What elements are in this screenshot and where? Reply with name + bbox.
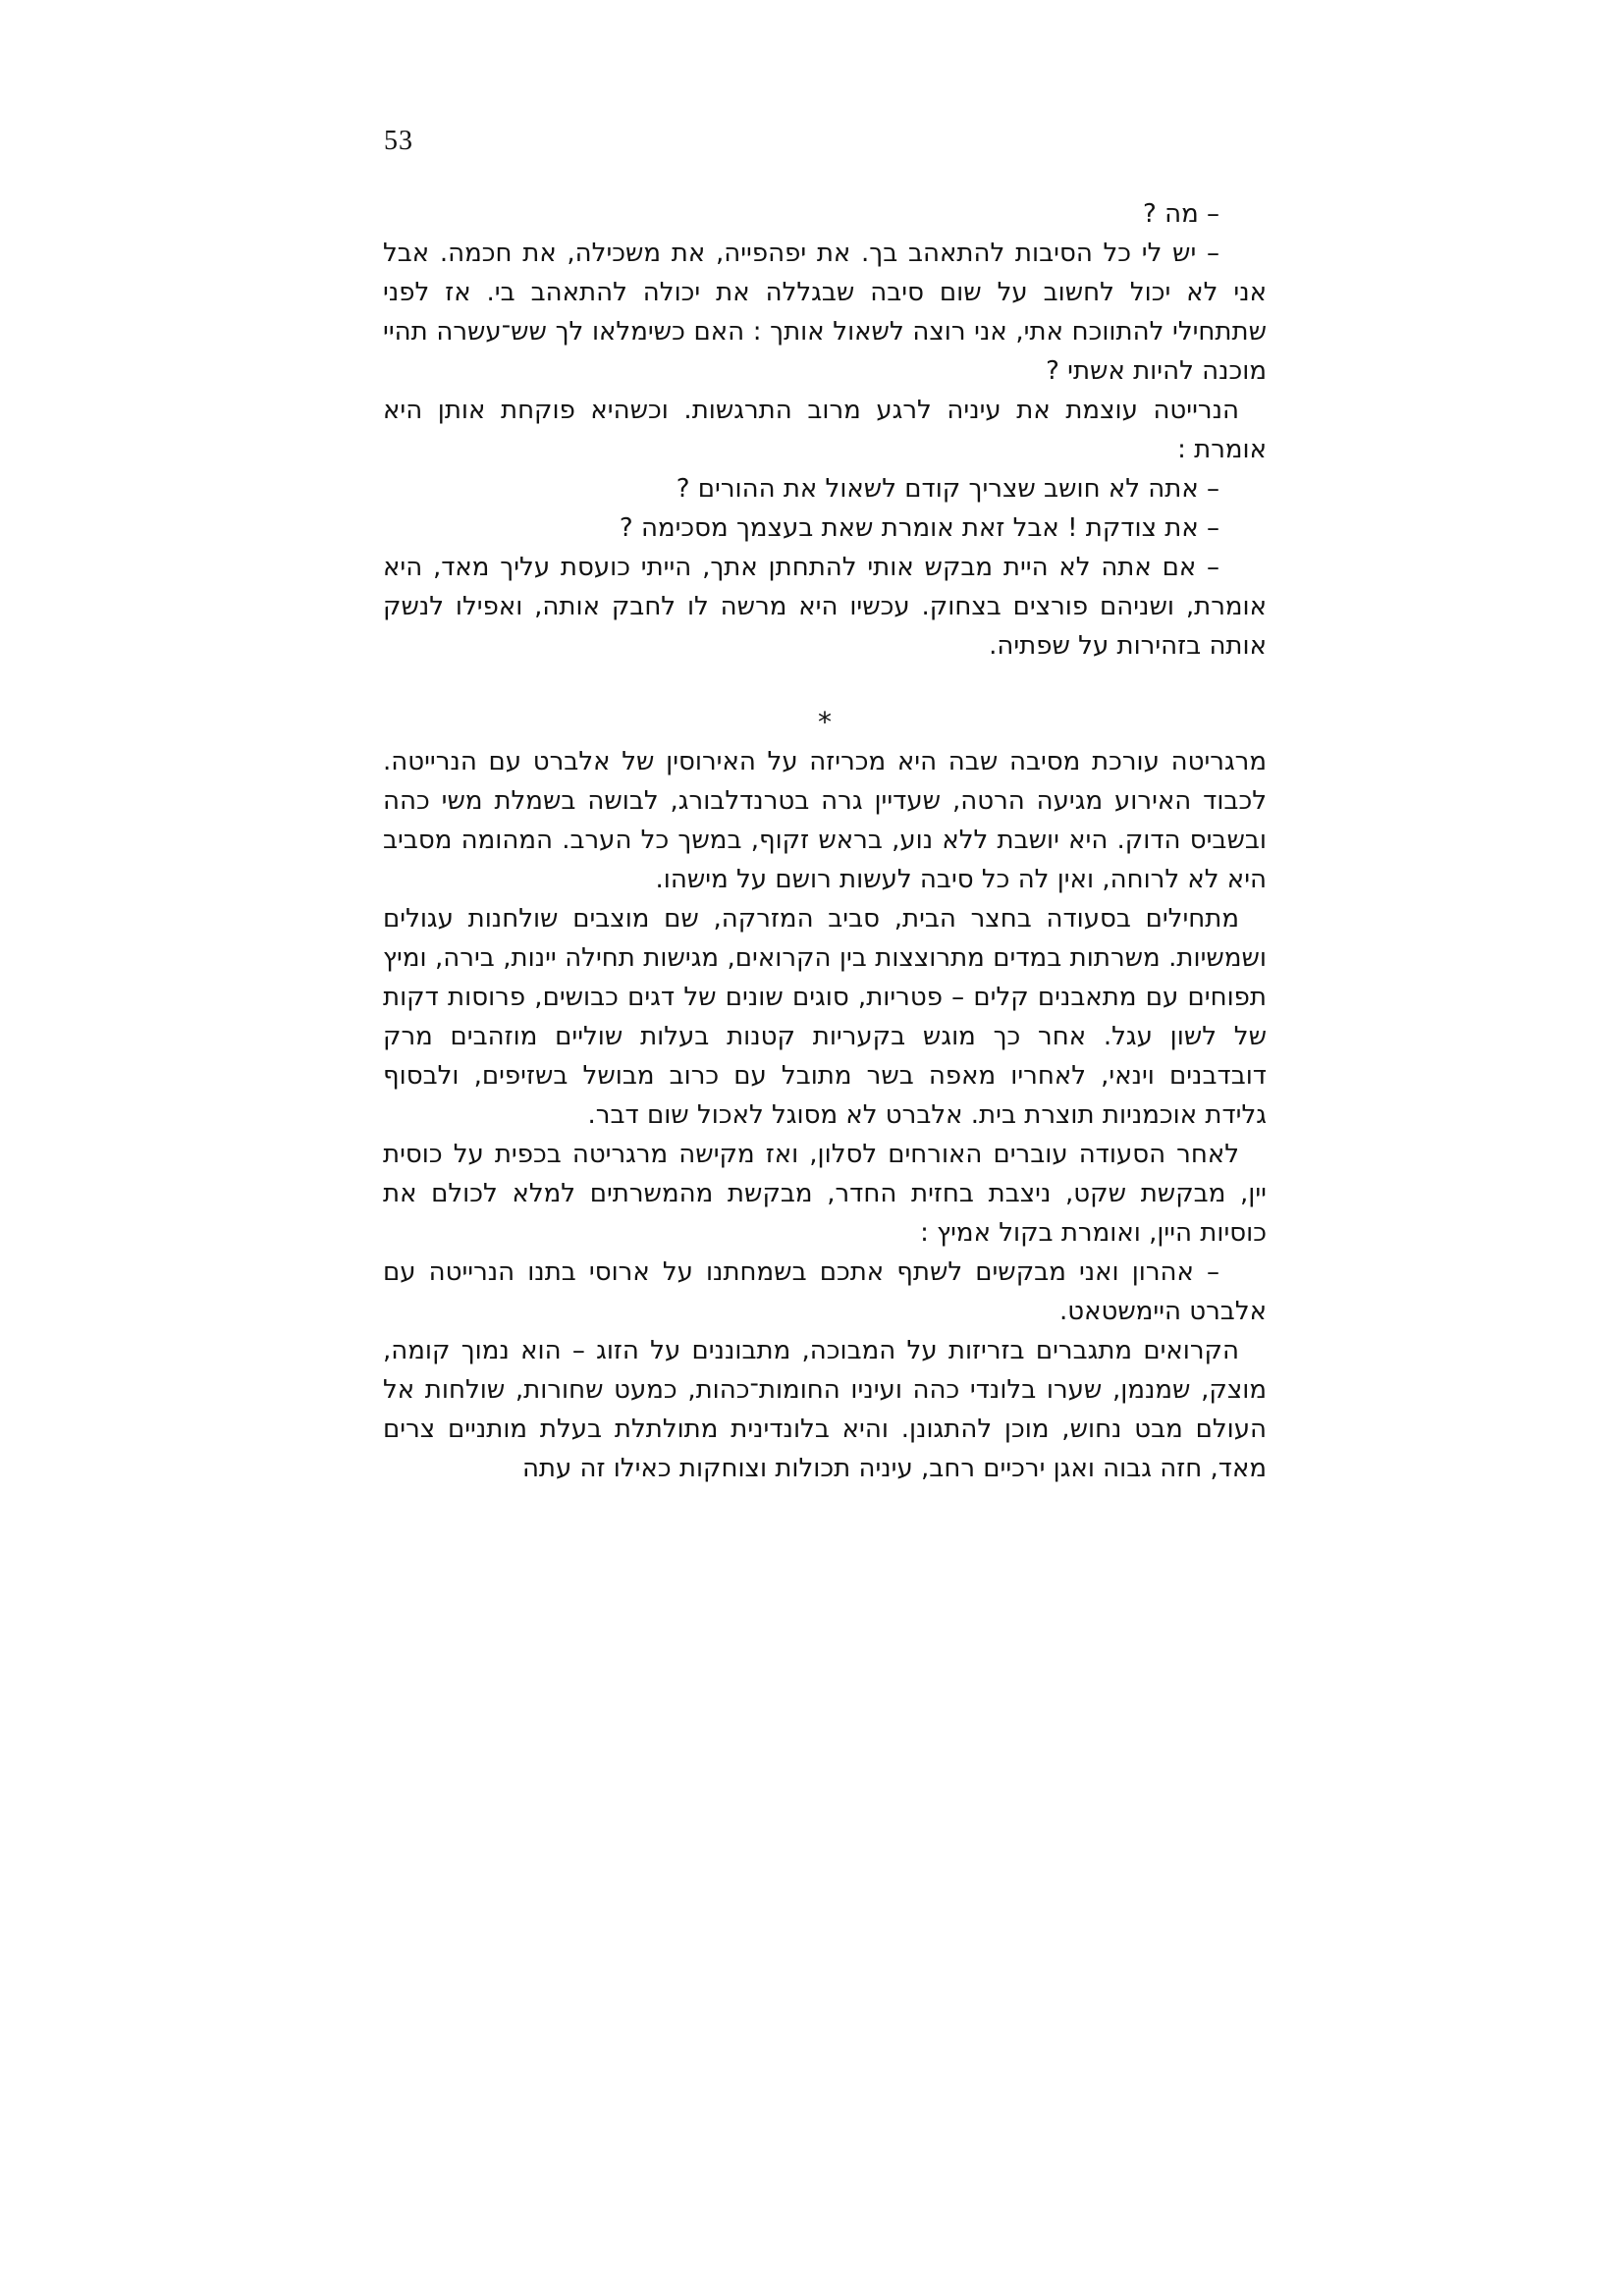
page-number: 53 [384, 126, 413, 156]
narrative-paragraph: לאחר הסעודה עוברים האורחים לסלון, ואז מקישה מרגריטה בכפית על כוסית יין, מבקשת שקט, ניצבת בחזית החדר, מבקשת מהמשרתים למלא לכולם את כוסיות היין, ואומרת בקול אמיץ : [383, 1140, 1267, 1248]
dialogue-paragraph: – מה ? [1143, 199, 1219, 229]
dialogue-paragraph: – אהרון ואני מבקשים לשתף אתכם בשמחתנו על ארוסי בתנו הנרייטה עם אלברט היימשטאט. [383, 1257, 1267, 1326]
section-separator-asterisk: * [818, 706, 832, 738]
narrative-paragraph: מרגריטה עורכת מסיבה שבה היא מכריזה על האירוסין של אלברט עם הנרייטה. לכבוד האירוע מגיעה הרטה, שעדיין גרה בטרנדלבורג, לבושה בשמלת משי כהה ובשביס הדוק. היא יושבת ללא נוע, בראש זקוף, במשך כל הערב. המהומה מסביב היא לא לרוחה, ואין לה כל סיבה לעשות רושם על מישהו. [383, 747, 1267, 894]
dialogue-paragraph: – יש לי כל הסיבות להתאהב בך. את יפהפייה, את משכילה, את חכמה. אבל אני לא יכול לחשוב על שום סיבה שבגללה את יכולה להתאהב בי. אז לפני שתתחילי להתווכח אתי, אני רוצה לשאול אותך : האם כשימלאו לך שש־עשרה תהיי מוכנה להיות אשתי ? [383, 239, 1267, 386]
dialogue-paragraph: – את צודקת ! אבל זאת אומרת שאת בעצמך מסכימה ? [619, 513, 1219, 543]
narrative-paragraph: מתחילים בסעודה בחצר הבית, סביב המזרקה, שם מוצבים שולחנות עגולים ושמשיות. משרתות במדים מתרוצצות בין הקרואים, מגישות תחילה יינות, בירה, ומיץ תפוחים עם מתאבנים קלים – פטריות, סוגים שונים של דגים כבושים, פרוסות דקות של לשון עגל. אחר כך מוגש בקעריות קטנות בעלות שוליים מוזהבים מרק דובדבנים וינאי, לאחריו מאפה בשר מתובל עם כרוב מבושל בשזיפים, ולבסוף גלידת אוכמניות תוצרת בית. אלברט לא מסוגל לאכול שום דבר. [383, 904, 1267, 1130]
narrative-paragraph: הנרייטה עוצמת את עיניה לרגע מרוב התרגשות. וכשהיא פוקחת אותן היא אומרת : [383, 396, 1267, 464]
dialogue-paragraph: – אתה לא חושב שצריך קודם לשאול את ההורים ? [676, 474, 1219, 504]
dialogue-paragraph: – אם אתה לא היית מבקש אותי להתחתן אתך, הייתי כועסת עליך מאד, היא אומרת, ושניהם פורצים בצחוק. עכשיו היא מרשה לו לחבק אותה, ואפילו לנשק אותה בזהירות על שפתיה. [383, 553, 1267, 661]
narrative-paragraph: הקרואים מתגברים בזריזות על המבוכה, מתבוננים על הזוג – הוא נמוך קומה, מוצק, שמנמן, שערו בלונדי כהה ועיניו החומות־כהות, כמעט שחורות, שולחות אל העולם מבט נחוש, מוכן להתגונן. והיא בלונדינית מתולתלת בעלת מותניים צרים מאד, חזה גבוה ואגן ירכיים רחב, עיניה תכולות וצוחקות כאילו זה עתה [383, 1336, 1267, 1483]
page-text-block [383, 194, 1267, 1488]
